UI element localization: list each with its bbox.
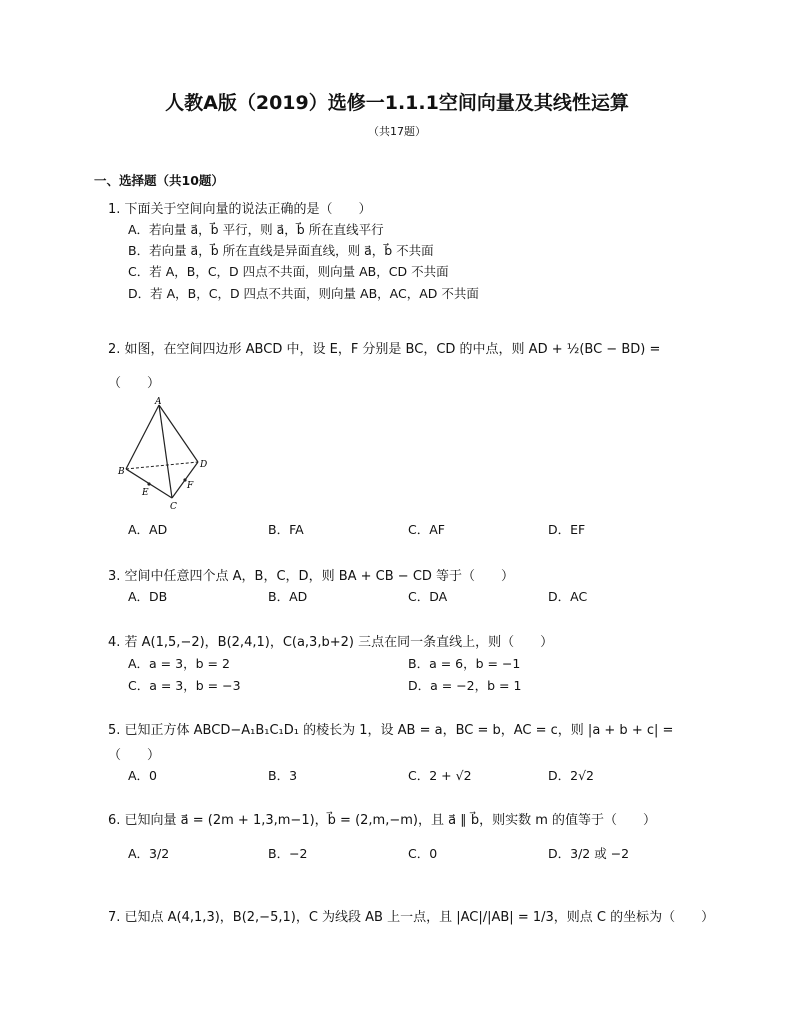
question-4-option-c: C．a = 3，b = −3	[128, 678, 241, 693]
question-4-option-d: D．a = −2，b = 1	[408, 678, 522, 693]
question-5-option-a: A．0	[128, 768, 158, 783]
vertex-label-c: C	[170, 502, 177, 512]
tetrahedron-figure	[115, 395, 215, 513]
vertex-label-b: B	[118, 467, 125, 477]
section-heading: 一、选择题（共10题）	[94, 173, 224, 188]
question-3-option-c: C．DA	[408, 589, 448, 604]
question-3-option-b: B．AD	[268, 589, 308, 604]
question-7-stem: 7. 已知点 A(4,1,3)，B(2,−5,1)，C 为线段 AB 上一点，且 |AC|/|AB| = 1/3，则点 C 的坐标为（ ）	[108, 910, 715, 925]
question-1-option-b: B．若向量 a⃗，b⃗ 所在直线是异面直线，则 a⃗，b⃗ 不共面	[128, 243, 434, 258]
page-subtitle: （共17题）	[368, 125, 426, 138]
point-label-e: E	[142, 488, 149, 498]
question-6-option-c: C．0	[408, 846, 438, 861]
point-label-f: F	[187, 481, 194, 491]
question-6-option-d: D．3/2 或 −2	[548, 846, 630, 861]
question-3-option-d: D．AC	[548, 589, 588, 604]
question-1-stem: 1. 下面关于空间向量的说法正确的是（ ）	[108, 202, 372, 217]
question-5-option-d: D．2√2	[548, 768, 594, 783]
question-2-stem: 2. 如图，在空间四边形 ABCD 中，设 E，F 分别是 BC，CD 的中点，则 AD + ½(BC − BD) =	[108, 342, 661, 357]
question-4-option-a: A．a = 3，b = 2	[128, 656, 230, 671]
question-2-option-a: A．AD	[128, 522, 168, 537]
question-5-option-c: C．2 + √2	[408, 768, 472, 783]
question-5-option-b: B．3	[268, 768, 298, 783]
question-6-stem: 6. 已知向量 a⃗ = (2m + 1,3,m−1)，b⃗ = (2,m,−m)，且 a⃗ ∥ b⃗，则实数 m 的值等于（ ）	[108, 813, 657, 828]
question-3-option-a: A．DB	[128, 589, 168, 604]
question-1-option-c: C．若 A，B，C，D 四点不共面，则向量 AB，CD 不共面	[128, 264, 449, 279]
question-3-stem: 3. 空间中任意四个点 A，B，C，D，则 BA + CB − CD 等于（ ）	[108, 569, 515, 584]
question-4-option-b: B．a = 6，b = −1	[408, 656, 521, 671]
question-5-blank: （ ）	[108, 748, 161, 763]
page-title: 人教A版（2019）选修一1.1.1空间向量及其线性运算	[165, 92, 629, 114]
question-6-option-b: B．−2	[268, 846, 308, 861]
question-5-stem: 5. 已知正方体 ABCD−A₁B₁C₁D₁ 的棱长为 1，设 AB = a，BC = b，AC = c，则 |a + b + c| =	[108, 723, 674, 738]
question-2-blank: （ ）	[108, 376, 161, 391]
question-4-stem: 4. 若 A(1,5,−2)，B(2,4,1)，C(a,3,b+2) 三点在同一条直线上，则（ ）	[108, 635, 554, 650]
question-1-option-d: D．若 A，B，C，D 四点不共面，则向量 AB，AC，AD 不共面	[128, 286, 479, 301]
question-2-option-d: D．EF	[548, 522, 586, 537]
question-2-option-b: B．FA	[268, 522, 304, 537]
question-2-option-c: C．AF	[408, 522, 445, 537]
vertex-label-a: A	[155, 397, 162, 407]
question-1-option-a: A．若向量 a⃗，b⃗ 平行，则 a⃗，b⃗ 所在直线平行	[128, 222, 384, 237]
question-6-option-a: A．3/2	[128, 846, 170, 861]
vertex-label-d: D	[200, 460, 208, 470]
